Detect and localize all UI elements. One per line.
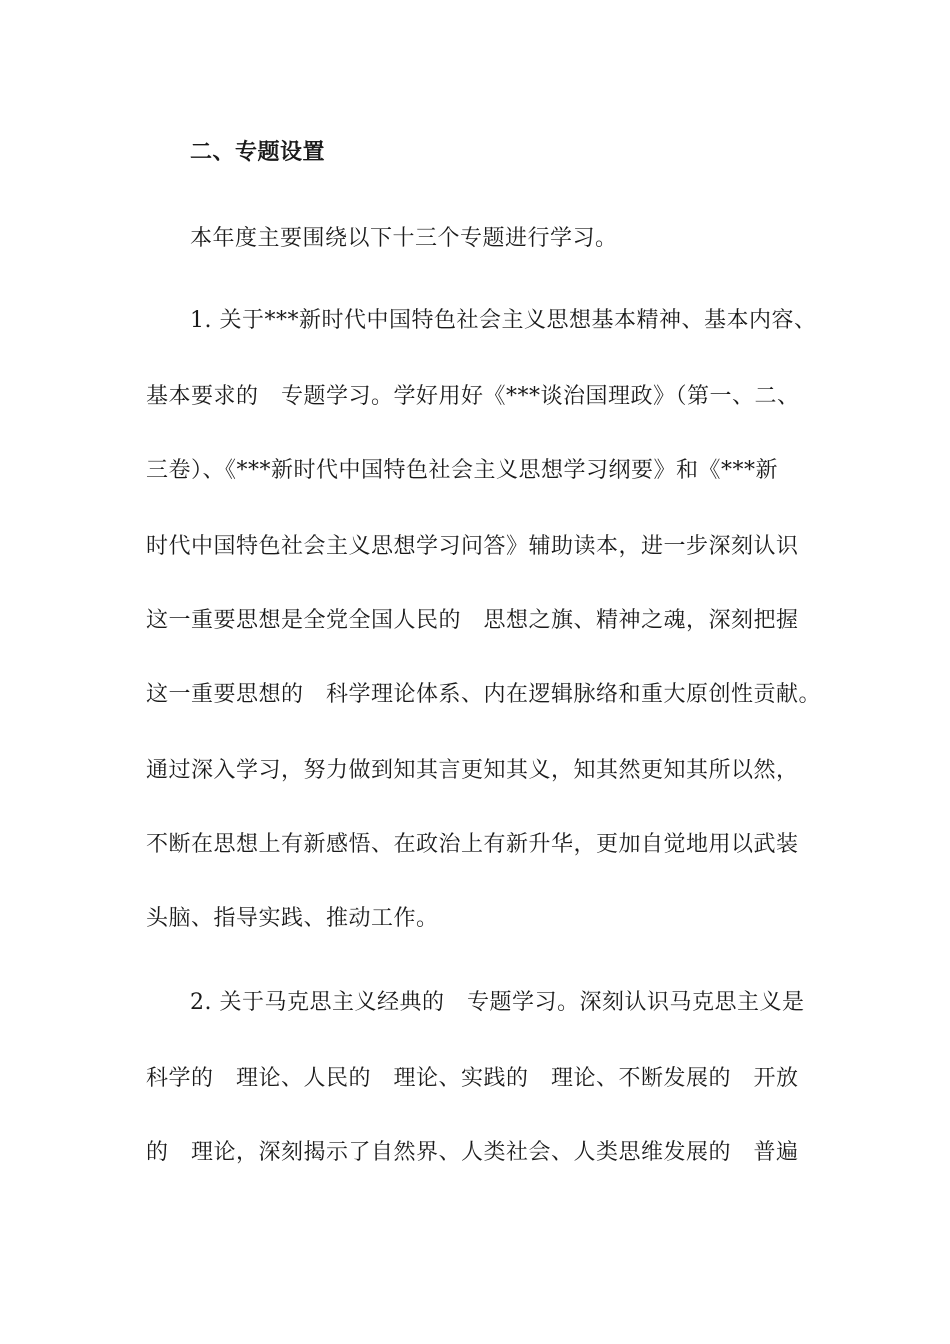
paragraph-line: 这一重要思想是全党全国人民的 思想之旗、精神之魂，深刻把握 [146,608,799,633]
paragraph-line: 三卷）、《***新时代中国特色社会主义思想学习纲要》和《***新 [146,458,779,483]
section-heading: 二、专题设置 [190,139,326,165]
paragraph-line: 不断在思想上有新感悟、在政治上有新升华，更加自觉地用以武装 [146,832,799,857]
paragraph-line: 这一重要思想的 科学理论体系、内在逻辑脉络和重大原创性贡献。 [146,682,822,707]
paragraph-line: 2. 关于马克思主义经典的 专题学习。深刻认识马克思主义是 [190,990,805,1015]
intro-paragraph: 本年度主要围绕以下十三个专题进行学习。 [190,226,618,251]
paragraph-line: 基本要求的 专题学习。学好用好《***谈治国理政》（第一、二、 [146,384,800,409]
paragraph-line: 科学的 理论、人民的 理论、实践的 理论、不断发展的 开放 [146,1066,799,1091]
paragraph-line: 1. 关于***新时代中国特色社会主义思想基本精神、基本内容、 [190,308,817,333]
paragraph-line: 时代中国特色社会主义思想学习问答》辅助读本，进一步深刻认识 [146,534,799,559]
paragraph-line: 头脑、指导实践、推动工作。 [146,906,439,931]
paragraph-line: 通过深入学习，努力做到知其言更知其义，知其然更知其所以然， [146,758,799,783]
paragraph-line: 的 理论，深刻揭示了自然界、人类社会、人类思维发展的 普遍 [146,1140,799,1165]
